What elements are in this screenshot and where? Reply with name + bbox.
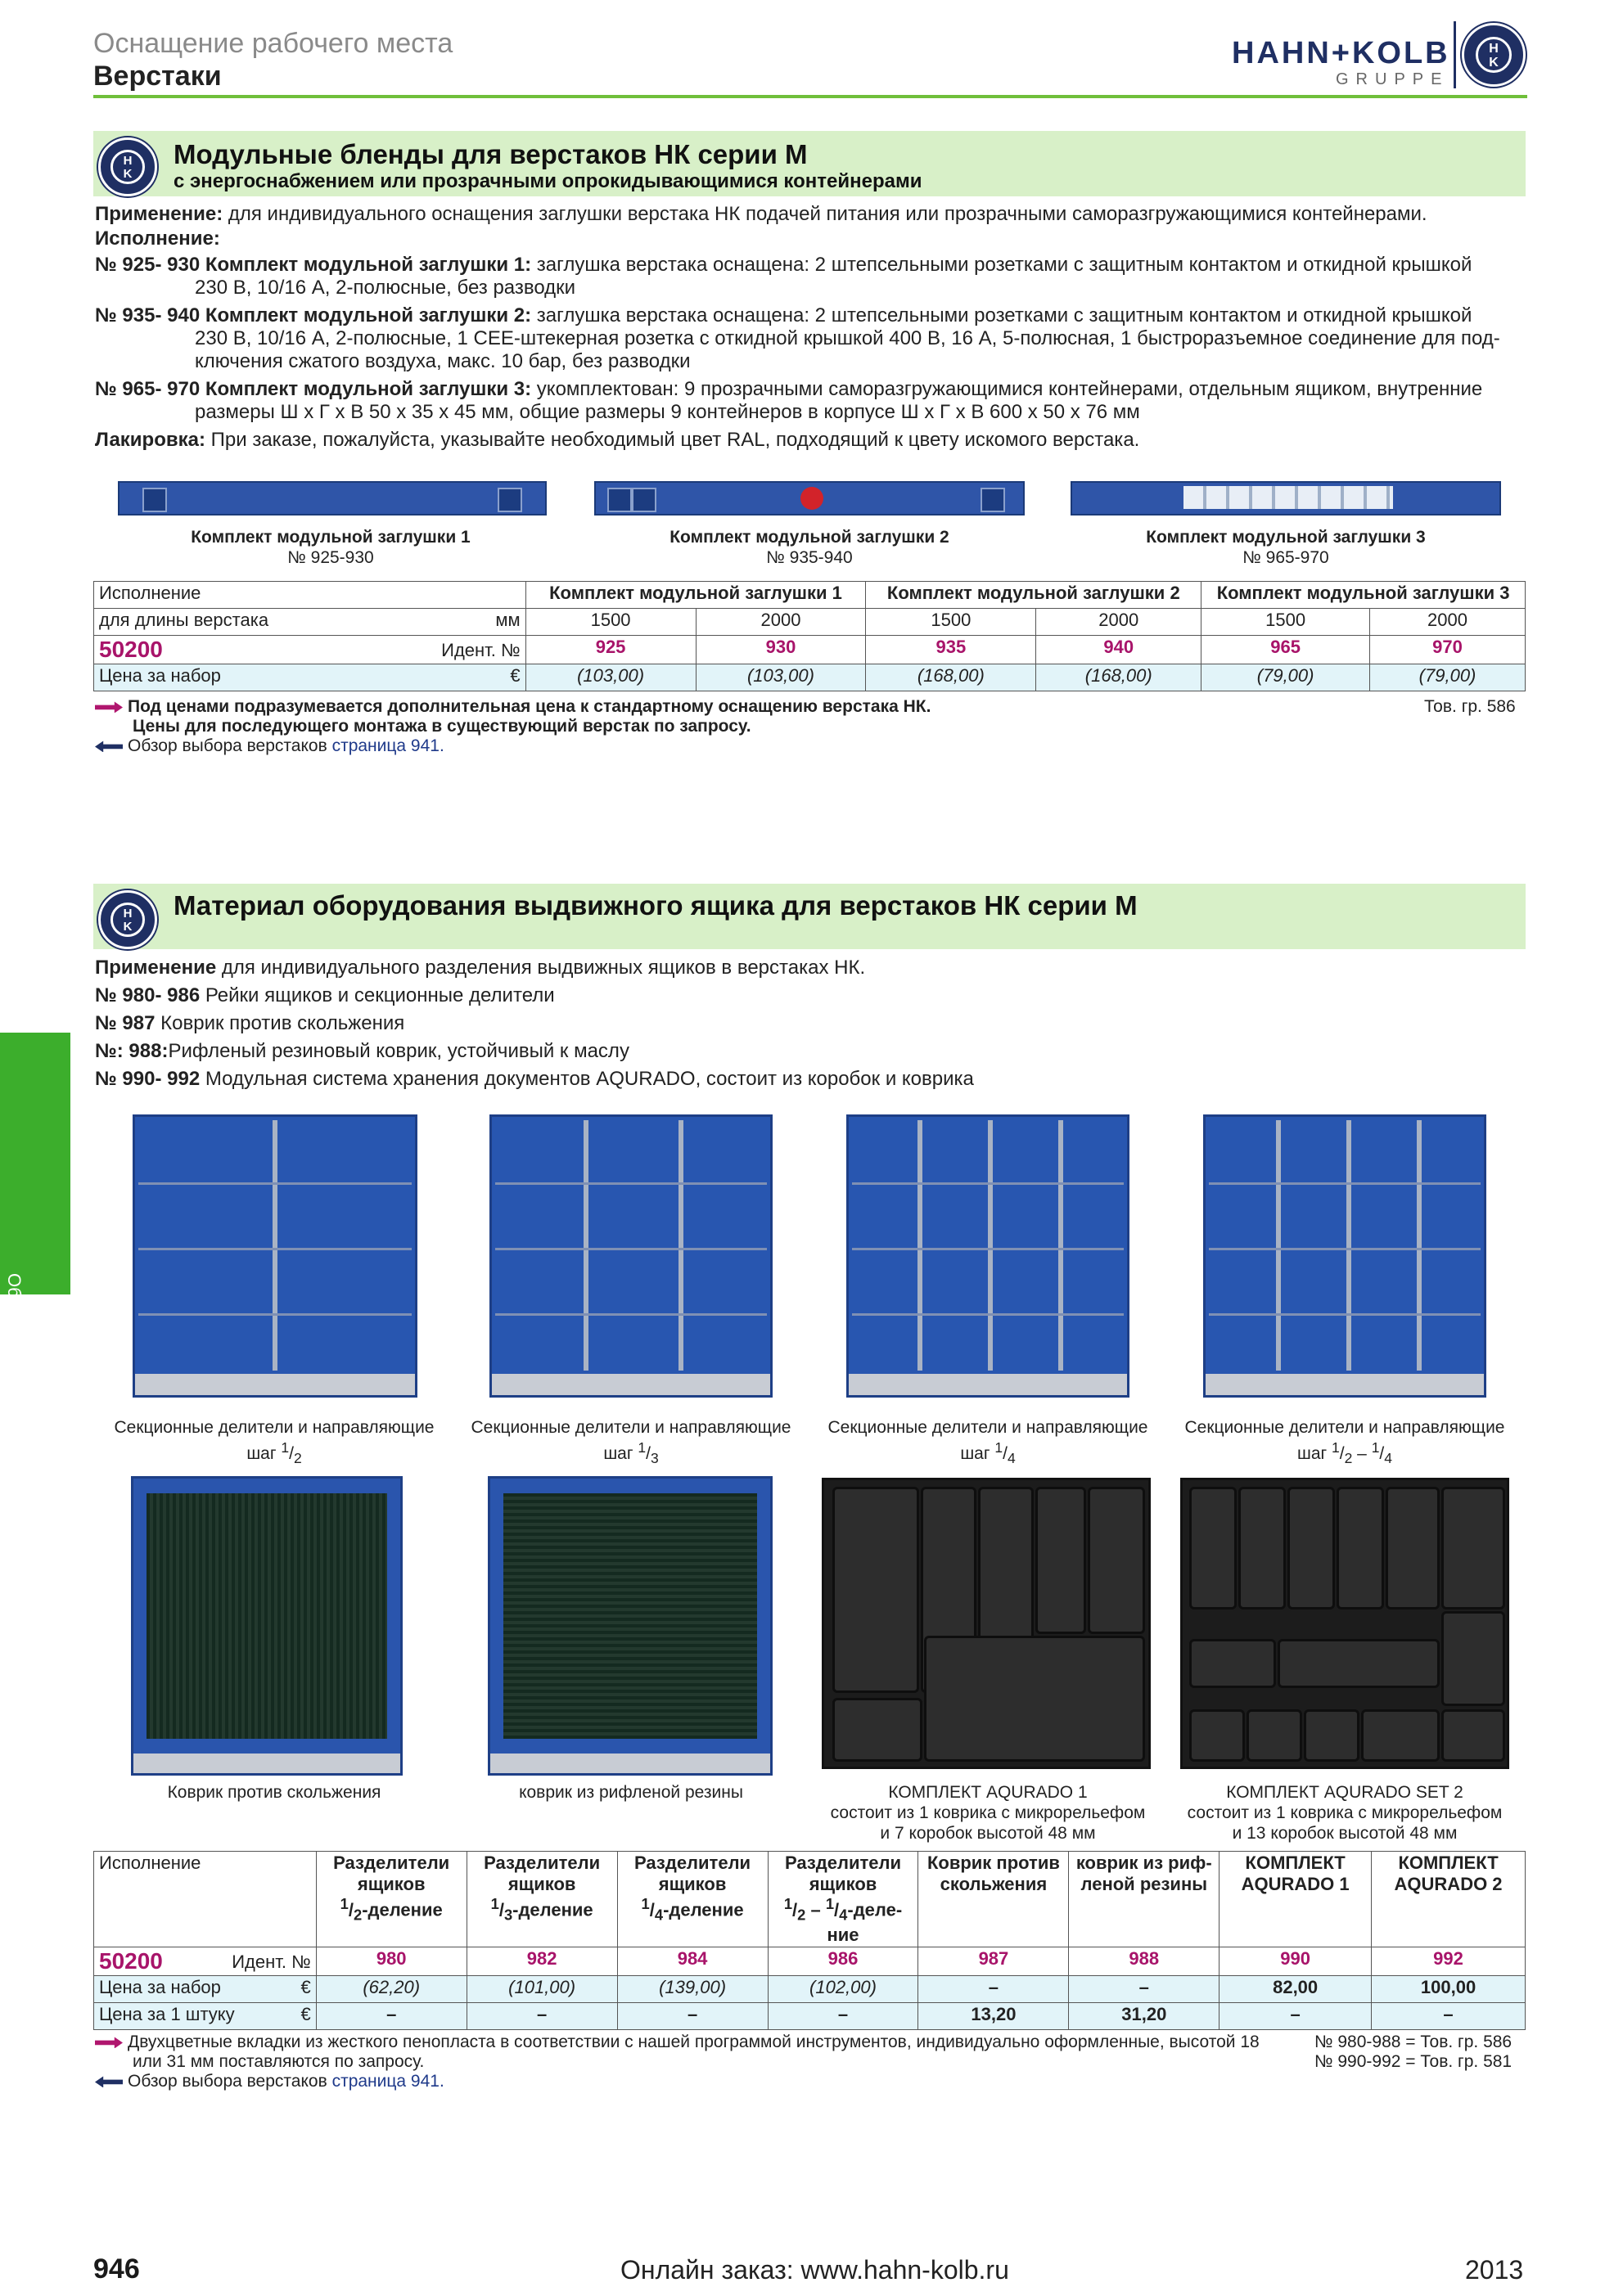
table-row-label: Исполнение bbox=[94, 582, 526, 609]
footer-year: 2013 bbox=[1465, 2255, 1524, 2285]
table-row-label: Цена за 1 штуку € bbox=[94, 2002, 317, 2029]
footer-website[interactable]: Онлайн заказ: www.hahn-kolb.ru bbox=[620, 2255, 1009, 2285]
table-id-cell: 986 bbox=[768, 1947, 918, 1975]
page-number: 946 bbox=[93, 2253, 140, 2285]
table-cell: 2000 bbox=[1370, 609, 1526, 636]
drawer-caption: Секционные делители и направляющие шаг $^1/_2 - ^1/_4$ bbox=[1184, 1418, 1505, 1467]
side-tab-label: Общий инструмент bbox=[4, 1273, 25, 1434]
table-row-label: Цена за набор € bbox=[94, 664, 526, 691]
table-price-cell: – bbox=[467, 2002, 617, 2029]
drawer-dividers-1-2 bbox=[133, 1114, 417, 1398]
arrow-right-icon bbox=[95, 701, 123, 713]
table-group-header: Комплект модульной заглушки 2 bbox=[866, 582, 1201, 609]
table-price-cell: 13,20 bbox=[918, 2002, 1069, 2029]
section1-notes: Под ценами подразумевается дополнительная цена к стандартному оснащению верстака НК. Цены для последующего монтажа в существующий верстак по запросу. Обзор выбора верстаков страница 941. bbox=[95, 697, 1355, 756]
anti-slip-mat-image bbox=[131, 1476, 403, 1776]
table-price-cell: (103,00) bbox=[696, 664, 866, 691]
table-id-cell: 940 bbox=[1036, 636, 1201, 664]
table-row-label: Цена за набор € bbox=[94, 1975, 317, 2002]
table-cell: 2000 bbox=[696, 609, 866, 636]
table-price-cell: (168,00) bbox=[866, 664, 1036, 691]
table-id-cell: 935 bbox=[866, 636, 1036, 664]
table-header: Разделители ящиков $^1/_2$ – $^1/_4-деле-$ ние bbox=[768, 1852, 918, 1947]
table-header: КОМПЛЕКТ AQURADO 1 bbox=[1220, 1852, 1372, 1947]
table-price-cell: (168,00) bbox=[1036, 664, 1201, 691]
table-price-cell: – bbox=[1220, 2002, 1372, 2029]
table-header: Разделители ящиков $^1/_3$-деление bbox=[467, 1852, 617, 1947]
table-row-label: Исполнение bbox=[94, 1852, 317, 1947]
section2-price-table bbox=[93, 1851, 1526, 2030]
section1-tov: Тов. гр. 586 bbox=[1424, 697, 1516, 716]
aqurado-caption: КОМПЛЕКТ AQURADO SET 2 состоит из 1 коврика с микрорельефом и 13 коробок высотой 48 мм bbox=[1187, 1783, 1503, 1843]
table-id-cell: 987 bbox=[918, 1947, 1069, 1975]
table-group-header: Комплект модульной заглушки 3 bbox=[1201, 582, 1526, 609]
table-price-cell: (139,00) bbox=[617, 1975, 768, 2002]
section1-price-table bbox=[93, 581, 1526, 691]
table-id-cell: 965 bbox=[1201, 636, 1370, 664]
table-header: Коврик против скольжения bbox=[918, 1852, 1069, 1947]
table-row-label: для длины верстака мм bbox=[94, 609, 526, 636]
header-rule bbox=[93, 95, 1527, 98]
table-price-cell: 82,00 bbox=[1220, 1975, 1372, 2002]
blende-strip-2 bbox=[594, 481, 1025, 515]
logo-divider bbox=[1454, 21, 1456, 88]
table-header: коврик из риф- леной резины bbox=[1069, 1852, 1220, 1947]
table-price-cell: 31,20 bbox=[1069, 2002, 1220, 2029]
ribbed-rubber-mat-image bbox=[488, 1476, 773, 1776]
drawer-caption: Секционные делители и направляющие шаг $^1/_4$ bbox=[827, 1418, 1148, 1467]
table-price-cell: – bbox=[617, 2002, 768, 2029]
strip-caption-1: Комплект модульной заглушки 1 № 925-930 bbox=[191, 528, 471, 567]
table-price-cell: (79,00) bbox=[1370, 664, 1526, 691]
table-price-cell: (79,00) bbox=[1201, 664, 1370, 691]
table-header: Разделители ящиков $^1/_4$-деление bbox=[617, 1852, 768, 1947]
section2-description: Применение для индивидуального разделения выдвижных ящиков в верстаках НК. № 980- 986 Рейки ящиков и секционные делители № 987 Коврик против скольжения №: 988:Рифленый резиновый коврик, устойчивый к маслу № 990- 992 Модульная система хранения документов AQURADO, состоит из коробок и коврика bbox=[95, 957, 974, 1090]
table-id-cell: 988 bbox=[1069, 1947, 1220, 1975]
logo-gruppe: GRUPPE bbox=[1336, 70, 1449, 88]
table-price-cell: – bbox=[918, 1975, 1069, 2002]
overview-link[interactable]: страница 941. bbox=[331, 736, 444, 755]
drawer-caption: Секционные делители и направляющие шаг $^1/_2$ bbox=[114, 1418, 435, 1467]
strip-caption-3: Комплект модульной заглушки 3 № 965-970 bbox=[1146, 528, 1426, 567]
drawer-dividers-mixed bbox=[1203, 1114, 1486, 1398]
logo-wordmark: HAHN+KOLB bbox=[1232, 36, 1450, 70]
table-header: Разделители ящиков $^1/_2$-деление bbox=[316, 1852, 467, 1947]
table-price-cell: (101,00) bbox=[467, 1975, 617, 2002]
arrow-left-icon bbox=[95, 741, 123, 752]
aqurado-2-image bbox=[1180, 1478, 1509, 1769]
table-id-cell: 990 bbox=[1220, 1947, 1372, 1975]
table-id-cell: 992 bbox=[1372, 1947, 1526, 1975]
blende-strip-1 bbox=[118, 481, 547, 515]
logo-mark-icon: H K bbox=[1462, 23, 1526, 87]
header-category: Оснащение рабочего места bbox=[93, 28, 453, 59]
section1-subtitle: с энергоснабжением или прозрачными опрокидывающимися контейнерами bbox=[174, 170, 922, 192]
section1-description: Применение: для индивидуального оснащения заглушки верстака НК подачей питания или прозрачными саморазгружающимися контейнерами. Исполнение: № 925- 930 Комплект модульной заглушки 1: заглушка верстака оснащена: 2 штепсельными розетками с защитным контактом и откидной крышкой 230 В, 10/16 А, 2-полюсные, без разводки № 935- 940 Комплект модульной заглушки 2: заглушка верстака оснащена: 2 штепсельными розетками с защитным контактом и откидной крышкой 230 В, 10/16 А, 2-полюсные, 1 CEE-штекерная розетка с откидной крышкой 400 В, 16 А, 5-полюсная, 1 быстроразъемное соединение для под- ключения сжатого воздуха, макс. 10 бар, без разводки № 965- 970 Комплект модульной заглушки 3: укомплектован: 9 прозрачными саморазгружающимися контейнерами, отдельным ящиком, внутренние размеры Ш х Г х В 50 x 35 x 45 мм, общие размеры 9 контейнеров в корпусе Ш х Г х В 600 х 50 х 76 мм Лакировка: При заказе, пожалуйста, указывайте необходимый цвет RAL, подходящий к цвету искомого верстака. bbox=[95, 203, 1500, 451]
table-cell: 2000 bbox=[1036, 609, 1201, 636]
table-cell: 1500 bbox=[525, 609, 696, 636]
table-price-cell: (103,00) bbox=[525, 664, 696, 691]
table-price-cell: (102,00) bbox=[768, 1975, 918, 2002]
table-price-cell: – bbox=[316, 2002, 467, 2029]
table-header: КОМПЛЕКТ AQURADO 2 bbox=[1372, 1852, 1526, 1947]
section1-title: Модульные бленды для верстаков НК серии М bbox=[174, 139, 808, 169]
table-price-cell: – bbox=[1069, 1975, 1220, 2002]
section2-title: Материал оборудования выдвижного ящика для верстаков НК серии М bbox=[174, 890, 1138, 921]
hk-badge-icon: H K bbox=[98, 137, 157, 196]
table-id-cell: 980 bbox=[316, 1947, 467, 1975]
drawer-caption: Секционные делители и направляющие шаг $^1/_3$ bbox=[471, 1418, 791, 1467]
table-id-cell: 984 bbox=[617, 1947, 768, 1975]
strip-caption-2: Комплект модульной заглушки 2 № 935-940 bbox=[669, 528, 949, 567]
table-price-cell: 100,00 bbox=[1372, 1975, 1526, 2002]
mat-caption: коврик из рифленой резины bbox=[519, 1783, 743, 1802]
table-cell: 1500 bbox=[866, 609, 1036, 636]
table-group-header: Комплект модульной заглушки 1 bbox=[525, 582, 866, 609]
table-id-cell: 970 bbox=[1370, 636, 1526, 664]
drawer-dividers-1-4 bbox=[846, 1114, 1129, 1398]
arrow-left-icon bbox=[95, 2076, 123, 2087]
side-tab bbox=[0, 1033, 70, 1434]
hk-badge-icon: H K bbox=[98, 890, 157, 949]
table-price-cell: (62,20) bbox=[316, 1975, 467, 2002]
table-row-label: 50200 Идент. № bbox=[94, 636, 526, 664]
header-subcategory: Верстаки bbox=[93, 61, 222, 92]
table-price-cell: – bbox=[768, 2002, 918, 2029]
arrow-right-icon bbox=[95, 2037, 123, 2048]
overview-link[interactable]: страница 941. bbox=[331, 2072, 444, 2091]
blende-strip-3 bbox=[1071, 481, 1501, 515]
table-cell: 1500 bbox=[1201, 609, 1370, 636]
table-id-cell: 925 bbox=[525, 636, 696, 664]
mat-caption: Коврик против скольжения bbox=[167, 1783, 381, 1802]
section2-tov: № 980-988 = Тов. гр. 586 № 990-992 = Тов. гр. 581 bbox=[1314, 2033, 1513, 2071]
table-id-cell: 982 bbox=[467, 1947, 617, 1975]
table-price-cell: – bbox=[1372, 2002, 1526, 2029]
table-row-label: 50200 Идент. № bbox=[94, 1947, 317, 1975]
table-id-cell: 930 bbox=[696, 636, 866, 664]
aqurado-1-image bbox=[822, 1478, 1151, 1769]
section2-notes: Двухцветные вкладки из жесткого пенопласта в соответствии с нашей программой инструментов, индивидуально оформленные, высотой 18 или 31 мм поставляются по запросу. Обзор выбора верстаков страница 941. bbox=[95, 2033, 1306, 2091]
aqurado-caption: КОМПЛЕКТ AQURADO 1 состоит из 1 коврика с микрорельефом и 7 коробок высотой 48 мм bbox=[830, 1783, 1146, 1843]
drawer-dividers-1-3 bbox=[489, 1114, 773, 1398]
